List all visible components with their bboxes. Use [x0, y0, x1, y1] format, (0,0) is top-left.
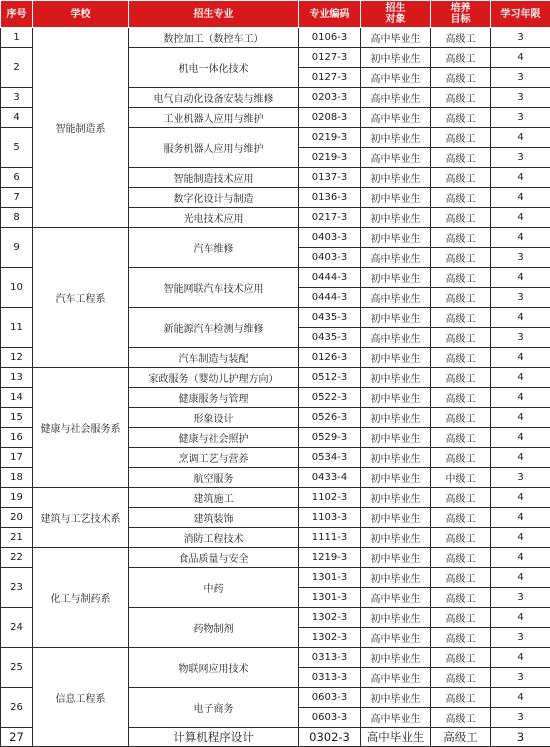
- row-index-cell: 11: [1, 308, 33, 348]
- enroll-target-cell: 初中毕业生: [361, 168, 431, 188]
- training-goal-cell: 高级工: [431, 248, 491, 268]
- training-goal-cell: 高级工: [431, 108, 491, 128]
- major-code-cell: 0313-3: [299, 668, 361, 688]
- study-years-cell: 3: [491, 728, 550, 747]
- training-goal-cell: 高级工: [431, 368, 491, 388]
- study-years-cell: 3: [491, 288, 550, 308]
- study-years-cell: 3: [491, 248, 550, 268]
- training-goal-cell: 高级工: [431, 608, 491, 628]
- training-goal-cell: 高级工: [431, 208, 491, 228]
- major-name-cell: 形象设计: [129, 408, 299, 428]
- row-index-cell: 23: [1, 568, 33, 608]
- training-goal-cell: 高级工: [431, 288, 491, 308]
- enroll-target-cell: 高中毕业生: [361, 68, 431, 88]
- study-years-cell: 3: [491, 88, 550, 108]
- major-code-cell: 0433-4: [299, 468, 361, 488]
- header-cell-school: 学校: [33, 1, 129, 28]
- table-row: [1, 228, 550, 248]
- row-index-cell: 24: [1, 608, 33, 648]
- major-name-cell: 家政服务（婴幼儿护理方向）: [129, 368, 299, 388]
- major-name-cell: 汽车维修: [129, 228, 299, 268]
- study-years-cell: 4: [491, 128, 550, 148]
- training-goal-cell: 高级工: [431, 388, 491, 408]
- enroll-target-cell: 高中毕业生: [361, 28, 431, 48]
- study-years-cell: 4: [491, 448, 550, 468]
- study-years-cell: 3: [491, 28, 550, 48]
- study-years-cell: 4: [491, 608, 550, 628]
- major-code-cell: 1301-3: [299, 568, 361, 588]
- study-years-cell: 4: [491, 648, 550, 668]
- major-code-cell: 0219-3: [299, 148, 361, 168]
- study-years-cell: 4: [491, 48, 550, 68]
- school-cell: 汽车工程系: [33, 228, 129, 368]
- training-goal-cell: 高级工: [431, 308, 491, 328]
- training-goal-cell: 高级工: [431, 148, 491, 168]
- enroll-target-cell: 初中毕业生: [361, 208, 431, 228]
- enroll-target-cell: 高中毕业生: [361, 248, 431, 268]
- major-name-cell: 计算机程序设计: [129, 728, 299, 747]
- study-years-cell: 4: [491, 568, 550, 588]
- training-goal-cell: 高级工: [431, 508, 491, 528]
- major-code-cell: 0444-3: [299, 288, 361, 308]
- study-years-cell: 4: [491, 548, 550, 568]
- training-goal-cell: 高级工: [431, 488, 491, 508]
- study-years-cell: 4: [491, 488, 550, 508]
- major-code-cell: 0526-3: [299, 408, 361, 428]
- major-name-cell: 智能网联汽车技术应用: [129, 268, 299, 308]
- enroll-target-cell: 初中毕业生: [361, 488, 431, 508]
- table-row: [1, 488, 550, 508]
- enroll-target-cell: 初中毕业生: [361, 308, 431, 328]
- enroll-target-cell: 高中毕业生: [361, 668, 431, 688]
- enroll-target-cell: 初中毕业生: [361, 128, 431, 148]
- major-name-cell: 中药: [129, 568, 299, 608]
- enroll-target-cell: 初中毕业生: [361, 228, 431, 248]
- row-index-cell: 2: [1, 48, 33, 88]
- major-code-cell: 1219-3: [299, 548, 361, 568]
- row-index-cell: 14: [1, 388, 33, 408]
- enroll-target-cell: 高中毕业生: [361, 88, 431, 108]
- enroll-target-cell: 初中毕业生: [361, 268, 431, 288]
- major-name-cell: 建筑施工: [129, 488, 299, 508]
- training-goal-cell: 高级工: [431, 708, 491, 728]
- training-goal-cell: 高级工: [431, 68, 491, 88]
- training-goal-cell: 高级工: [431, 428, 491, 448]
- study-years-cell: 3: [491, 108, 550, 128]
- enroll-target-cell: 初中毕业生: [361, 48, 431, 68]
- enroll-target-cell: 高中毕业生: [361, 288, 431, 308]
- table-body: [1, 28, 550, 747]
- major-code-cell: 0136-3: [299, 188, 361, 208]
- study-years-cell: 4: [491, 308, 550, 328]
- training-goal-cell: 高级工: [431, 528, 491, 548]
- table-row: [1, 368, 550, 388]
- study-years-cell: 4: [491, 268, 550, 288]
- training-goal-cell: 高级工: [431, 408, 491, 428]
- training-goal-cell: 高级工: [431, 548, 491, 568]
- major-code-cell: 0529-3: [299, 428, 361, 448]
- study-years-cell: 3: [491, 708, 550, 728]
- enroll-target-cell: 初中毕业生: [361, 648, 431, 668]
- school-cell: 化工与制药系: [33, 548, 129, 648]
- major-code-cell: 0208-3: [299, 108, 361, 128]
- training-goal-cell: 高级工: [431, 88, 491, 108]
- training-goal-cell: 高级工: [431, 448, 491, 468]
- enroll-target-cell: 高中毕业生: [361, 708, 431, 728]
- enroll-target-cell: 初中毕业生: [361, 408, 431, 428]
- major-name-cell: 烹调工艺与营养: [129, 448, 299, 468]
- major-code-cell: 0603-3: [299, 688, 361, 708]
- major-name-cell: 电子商务: [129, 688, 299, 728]
- training-goal-cell: 高级工: [431, 328, 491, 348]
- training-goal-cell: 高级工: [431, 668, 491, 688]
- row-index-cell: 19: [1, 488, 33, 508]
- row-index-cell: 6: [1, 168, 33, 188]
- study-years-cell: 3: [491, 468, 550, 488]
- major-name-cell: 智能制造技术应用: [129, 168, 299, 188]
- enroll-target-cell: 高中毕业生: [361, 628, 431, 648]
- training-goal-cell: 高级工: [431, 568, 491, 588]
- major-name-cell: 健康服务与管理: [129, 388, 299, 408]
- major-code-cell: 0403-3: [299, 228, 361, 248]
- major-code-cell: 1102-3: [299, 488, 361, 508]
- training-goal-cell: 高级工: [431, 628, 491, 648]
- major-code-cell: 0137-3: [299, 168, 361, 188]
- major-name-cell: 汽车制造与装配: [129, 348, 299, 368]
- major-code-cell: 0435-3: [299, 328, 361, 348]
- enroll-target-cell: 高中毕业生: [361, 148, 431, 168]
- school-cell: 信息工程系: [33, 648, 129, 747]
- major-code-cell: 0127-3: [299, 68, 361, 88]
- training-goal-cell: 高级工: [431, 28, 491, 48]
- row-index-cell: 13: [1, 368, 33, 388]
- major-name-cell: 航空服务: [129, 468, 299, 488]
- table-row: [1, 28, 550, 48]
- training-goal-cell: 高级工: [431, 48, 491, 68]
- major-name-cell: 光电技术应用: [129, 208, 299, 228]
- study-years-cell: 4: [491, 388, 550, 408]
- major-code-cell: 0522-3: [299, 388, 361, 408]
- study-years-cell: 3: [491, 628, 550, 648]
- major-name-cell: 食品质量与安全: [129, 548, 299, 568]
- study-years-cell: 4: [491, 208, 550, 228]
- row-index-cell: 26: [1, 688, 33, 728]
- major-code-cell: 0219-3: [299, 128, 361, 148]
- training-goal-cell: 高级工: [431, 228, 491, 248]
- study-years-cell: 4: [491, 188, 550, 208]
- row-index-cell: 8: [1, 208, 33, 228]
- study-years-cell: 4: [491, 508, 550, 528]
- major-code-cell: 1111-3: [299, 528, 361, 548]
- training-goal-cell: 高级工: [431, 188, 491, 208]
- enroll-target-cell: 高中毕业生: [361, 108, 431, 128]
- study-years-cell: 3: [491, 68, 550, 88]
- enroll-target-cell: 初中毕业生: [361, 568, 431, 588]
- enroll-target-cell: 初中毕业生: [361, 368, 431, 388]
- major-code-cell: 0313-3: [299, 648, 361, 668]
- major-code-cell: 1301-3: [299, 588, 361, 608]
- study-years-cell: 3: [491, 668, 550, 688]
- training-goal-cell: 高级工: [431, 588, 491, 608]
- row-index-cell: 15: [1, 408, 33, 428]
- major-name-cell: 药物制剂: [129, 608, 299, 648]
- header-cell-goal: 培养 目标: [431, 1, 491, 28]
- major-name-cell: 消防工程技术: [129, 528, 299, 548]
- enroll-target-cell: 初中毕业生: [361, 548, 431, 568]
- study-years-cell: 4: [491, 428, 550, 448]
- major-code-cell: 0403-3: [299, 248, 361, 268]
- major-code-cell: 0534-3: [299, 448, 361, 468]
- row-index-cell: 1: [1, 28, 33, 48]
- enroll-target-cell: 高中毕业生: [361, 588, 431, 608]
- school-cell: 健康与社会服务系: [33, 368, 129, 488]
- row-index-cell: 20: [1, 508, 33, 528]
- major-name-cell: 建筑装饰: [129, 508, 299, 528]
- major-name-cell: 数控加工（数控车工）: [129, 28, 299, 48]
- major-code-cell: 1302-3: [299, 628, 361, 648]
- row-index-cell: 16: [1, 428, 33, 448]
- enroll-target-cell: 初中毕业生: [361, 528, 431, 548]
- enroll-target-cell: 初中毕业生: [361, 688, 431, 708]
- study-years-cell: 4: [491, 408, 550, 428]
- enroll-target-cell: 初中毕业生: [361, 468, 431, 488]
- major-code-cell: 1103-3: [299, 508, 361, 528]
- enroll-target-cell: 初中毕业生: [361, 428, 431, 448]
- major-code-cell: 0435-3: [299, 308, 361, 328]
- study-years-cell: 4: [491, 688, 550, 708]
- row-index-cell: 27: [1, 728, 33, 747]
- row-index-cell: 10: [1, 268, 33, 308]
- study-years-cell: 4: [491, 368, 550, 388]
- row-index-cell: 9: [1, 228, 33, 268]
- major-name-cell: 服务机器人应用与维护: [129, 128, 299, 168]
- study-years-cell: 4: [491, 528, 550, 548]
- major-code-cell: 0126-3: [299, 348, 361, 368]
- major-code-cell: 0302-3: [299, 728, 361, 747]
- training-goal-cell: 高级工: [431, 168, 491, 188]
- training-goal-cell: 高级工: [431, 728, 491, 747]
- table-row: [1, 548, 550, 568]
- major-code-cell: 0217-3: [299, 208, 361, 228]
- study-years-cell: 4: [491, 228, 550, 248]
- enroll-target-cell: 初中毕业生: [361, 188, 431, 208]
- training-goal-cell: 高级工: [431, 348, 491, 368]
- major-code-cell: 0127-3: [299, 48, 361, 68]
- enroll-target-cell: 高中毕业生: [361, 328, 431, 348]
- training-goal-cell: 高级工: [431, 648, 491, 668]
- header-cell-years: 学习年限: [491, 1, 550, 28]
- training-goal-cell: 中级工: [431, 468, 491, 488]
- table-row: [1, 648, 550, 668]
- table-header-row: [1, 1, 550, 28]
- major-name-cell: 健康与社会照护: [129, 428, 299, 448]
- major-name-cell: 新能源汽车检测与维修: [129, 308, 299, 348]
- major-code-cell: 0603-3: [299, 708, 361, 728]
- study-years-cell: 3: [491, 148, 550, 168]
- major-code-cell: 0203-3: [299, 88, 361, 108]
- row-index-cell: 4: [1, 108, 33, 128]
- training-goal-cell: 高级工: [431, 268, 491, 288]
- enroll-target-cell: 初中毕业生: [361, 388, 431, 408]
- header-cell-major: 招生专业: [129, 1, 299, 28]
- enroll-target-cell: 初中毕业生: [361, 608, 431, 628]
- study-years-cell: 3: [491, 328, 550, 348]
- study-years-cell: 4: [491, 168, 550, 188]
- header-cell-target: 招生 对象: [361, 1, 431, 28]
- major-name-cell: 工业机器人应用与维护: [129, 108, 299, 128]
- school-cell: 建筑与工艺技术系: [33, 488, 129, 548]
- enroll-target-cell: 初中毕业生: [361, 448, 431, 468]
- enroll-target-cell: 高中毕业生: [361, 728, 431, 747]
- major-name-cell: 机电一体化技术: [129, 48, 299, 88]
- school-cell: 智能制造系: [33, 28, 129, 228]
- row-index-cell: 7: [1, 188, 33, 208]
- major-name-cell: 物联网应用技术: [129, 648, 299, 688]
- header-cell-index: 序号: [1, 1, 33, 28]
- major-code-cell: 0512-3: [299, 368, 361, 388]
- row-index-cell: 25: [1, 648, 33, 688]
- study-years-cell: 3: [491, 588, 550, 608]
- row-index-cell: 3: [1, 88, 33, 108]
- major-code-cell: 1302-3: [299, 608, 361, 628]
- major-code-cell: 0444-3: [299, 268, 361, 288]
- row-index-cell: 22: [1, 548, 33, 568]
- training-goal-cell: 高级工: [431, 688, 491, 708]
- row-index-cell: 21: [1, 528, 33, 548]
- major-name-cell: 电气自动化设备安装与维修: [129, 88, 299, 108]
- row-index-cell: 18: [1, 468, 33, 488]
- enroll-target-cell: 初中毕业生: [361, 348, 431, 368]
- major-code-cell: 0106-3: [299, 28, 361, 48]
- row-index-cell: 17: [1, 448, 33, 468]
- header-cell-code: 专业编码: [299, 1, 361, 28]
- major-name-cell: 数字化设计与制造: [129, 188, 299, 208]
- row-index-cell: 12: [1, 348, 33, 368]
- row-index-cell: 5: [1, 128, 33, 168]
- study-years-cell: 4: [491, 348, 550, 368]
- enroll-target-cell: 初中毕业生: [361, 508, 431, 528]
- training-goal-cell: 高级工: [431, 128, 491, 148]
